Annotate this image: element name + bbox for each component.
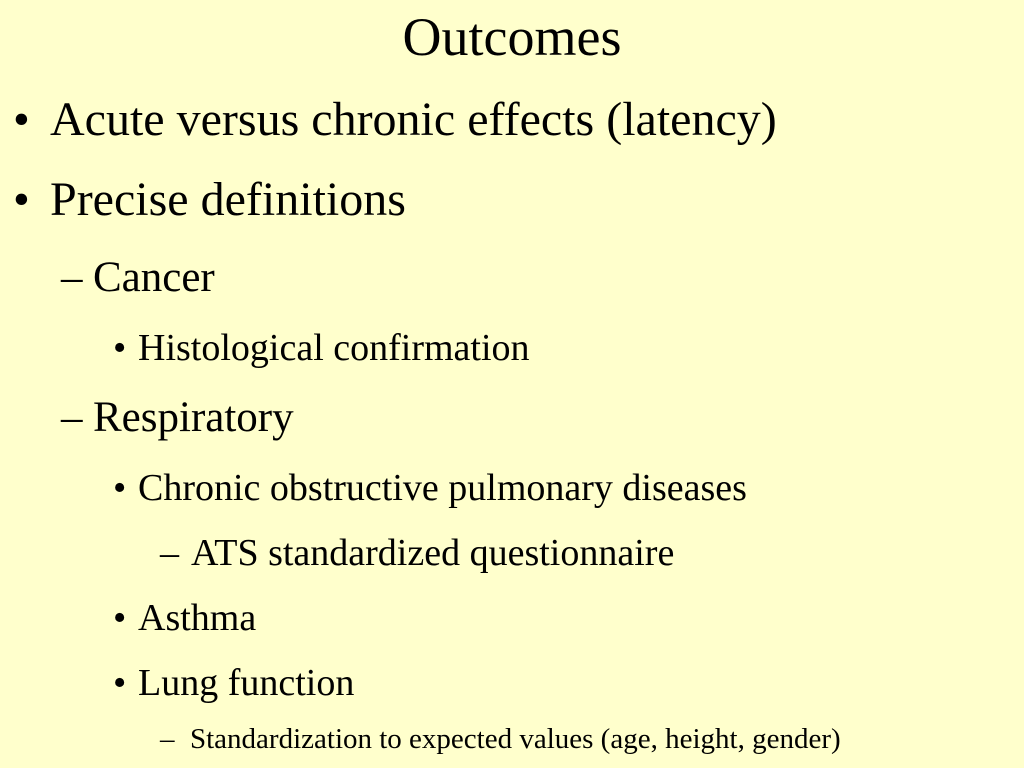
- slide-title: Outcomes: [402, 7, 622, 67]
- bullet-marker: •: [13, 173, 30, 226]
- bullet-text: Precise definitions: [50, 173, 406, 226]
- subsubitem-text: Histological confirmation: [138, 327, 530, 369]
- dash-marker: –: [61, 254, 83, 301]
- bullet-item-acute-chronic: [13, 92, 777, 148]
- dash-marker: –: [160, 723, 175, 755]
- subsubitem-copd: [113, 466, 747, 510]
- subitem-cancer: [61, 253, 215, 303]
- bullet-marker: •: [113, 662, 127, 704]
- subitem-text: Cancer: [93, 254, 215, 301]
- bullet-marker: •: [113, 597, 127, 639]
- subsubitem-text: Chronic obstructive pulmonary diseases: [138, 467, 747, 509]
- bullet-text: Acute versus chronic effects (latency): [50, 93, 777, 146]
- subsubitem-asthma: [113, 596, 256, 640]
- subitem-respiratory: [61, 393, 294, 443]
- subsubitem-lung-function: [113, 661, 354, 705]
- subsubitem-histological: [113, 326, 530, 370]
- subsubitem-text: Lung function: [138, 662, 355, 704]
- subitem-text: Respiratory: [93, 394, 294, 441]
- detail-text: ATS standardized questionnaire: [191, 532, 675, 574]
- detail-standardization: [160, 722, 841, 756]
- bullet-marker: •: [113, 327, 127, 369]
- bullet-marker: •: [113, 467, 127, 509]
- dash-marker: –: [61, 394, 83, 441]
- dash-marker: –: [160, 532, 179, 574]
- detail-text: Standardization to expected values (age, height, gender): [190, 723, 841, 755]
- bullet-item-precise-definitions: [13, 172, 406, 228]
- detail-ats-questionnaire: [160, 531, 674, 575]
- bullet-marker: •: [13, 93, 30, 146]
- subsubitem-text: Asthma: [138, 597, 257, 639]
